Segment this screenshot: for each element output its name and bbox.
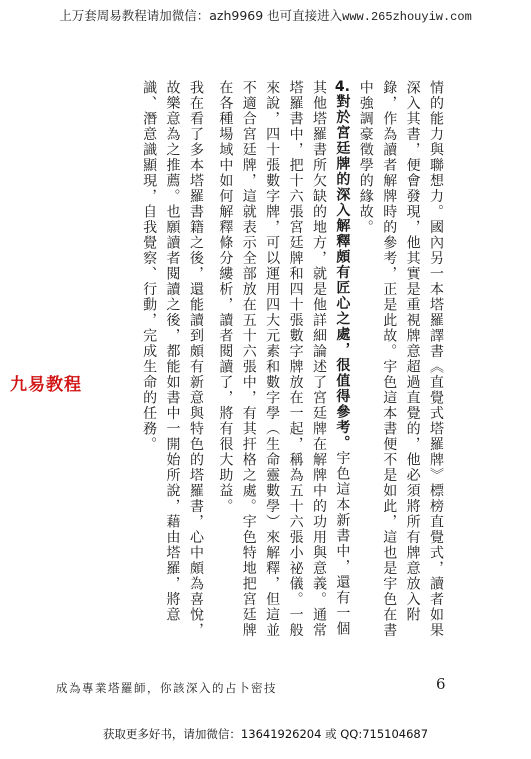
top-banner — [0, 6, 531, 24]
paragraph-2-text: 宇色這本新書中，還有一個其他塔羅書所欠缺的地方，就是他詳細論述了宮廷牌在解牌中的功用與意義。通常塔羅書中，把十六張宮廷牌和四十張數字牌放在一起，稱為五十六張小祕儀。一般來說，四十張數字牌，可以運用四大元素和數字學（生命靈數學）來解釋，但這並不適合宮廷牌，這就表示全部放在五十六張中，有其扞格之處。宇色特地把宮廷牌在各種場域中如何解釋條分縷析，讀者閱讀了，將有很大助益。 — [217, 80, 351, 638]
top-banner-url[interactable]: www.265zhouyiw.com — [342, 10, 472, 24]
section-heading: 對於宮廷牌的深入解釋頗有匠心之處，很值得參考。 — [334, 94, 351, 451]
body-text — [131, 80, 447, 640]
paragraph-1: 情的能力與聯想力。國內另一本塔羅譯書《直覺式塔羅牌》標榜直覺式，讀者如果深入其書，便會發現，他其實是重視牌意超過直覺的，他必須將所有牌意放入附錄，作為讀者解牌時的參考，正是此故。宇色這本書便不是如此，這也是宇色在書中強調豪徵學的緣故。 — [357, 80, 444, 638]
page-number: 6 — [436, 675, 446, 693]
paragraph-2 — [213, 80, 353, 640]
bottom-banner: 获取更多好书，请加微信：13641926204 或 QQ:715104687 — [102, 727, 429, 741]
watermark-label: 九易教程 — [10, 375, 82, 395]
footer-tagline: 成為專業塔羅師，你該深入的占卜密技 — [56, 681, 277, 695]
paragraph-3: 我在看了多本塔羅書籍之後，還能讀到頗有新意與特色的塔羅書，心中頗為喜悅，故樂意為之推薦。也願讀者閱讀之後，都能如書中一開始所說，藉由塔羅，將意識、潛意識顯現，自我覺察、行動，完成生命的任務。 — [141, 80, 204, 638]
top-banner-text: 上万套周易教程请加微信：azh9969 也可直接进入 — [59, 8, 343, 23]
section-number: 4. — [334, 80, 350, 94]
